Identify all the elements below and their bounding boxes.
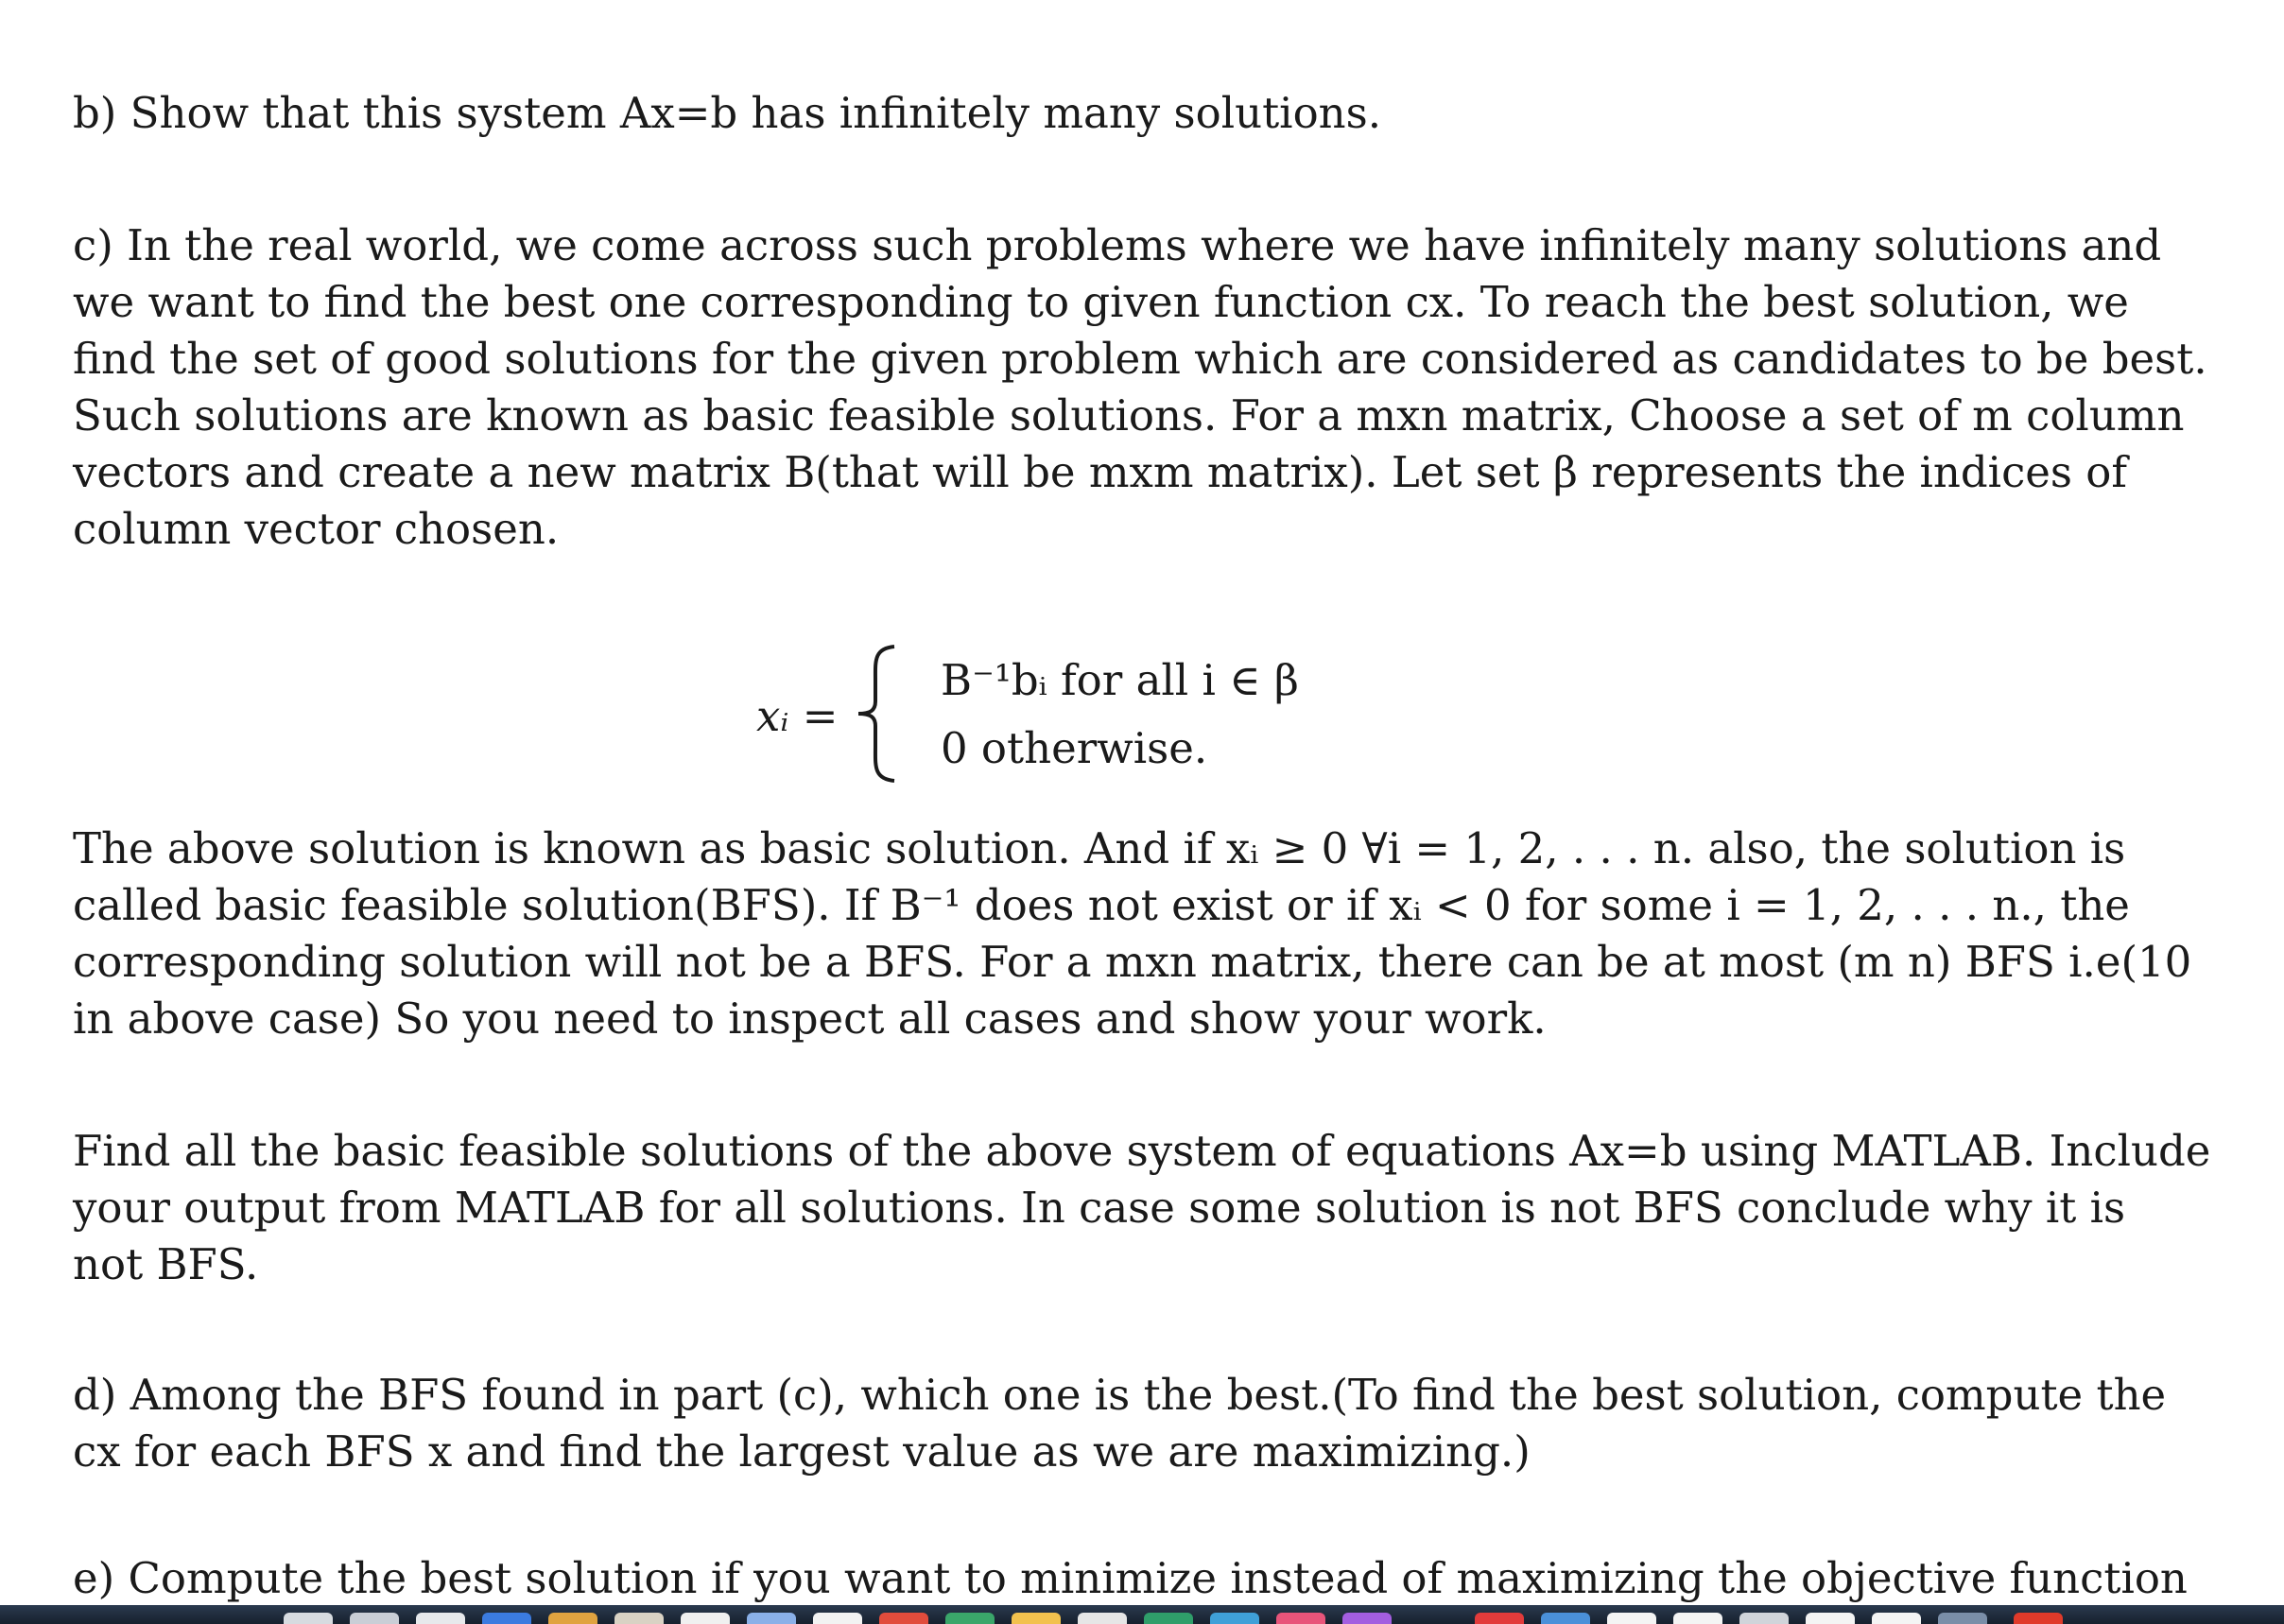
- part-c-line: we want to find the best one corresponding to given function cx. To reach the best solution, we: [73, 277, 2129, 327]
- taskbar: [0, 1605, 2284, 1624]
- part-d-line: cx for each BFS x and find the largest value as we are maximizing.): [73, 1426, 1531, 1477]
- app-icon[interactable]: [1078, 1613, 1127, 1624]
- matlab-task-line: Find all the basic feasible solutions of the above system of equations Ax=b using MATLAB. Include: [73, 1126, 2211, 1176]
- basic-solution-line: in above case) So you need to inspect all cases and show your work.: [73, 993, 1547, 1044]
- app-icon[interactable]: [1739, 1613, 1789, 1624]
- app-icon[interactable]: [1541, 1613, 1590, 1624]
- basic-solution-line: corresponding solution will not be a BFS. For a mxn matrix, there can be at most (m n) BFS i.e(10: [73, 937, 2192, 987]
- part-d: [73, 1367, 2167, 1480]
- app-icon[interactable]: [747, 1613, 796, 1624]
- part-c-line: column vector chosen.: [73, 504, 560, 554]
- part-c: [73, 217, 2207, 558]
- app-icon[interactable]: [1210, 1613, 1259, 1624]
- equation-case-2: 0 otherwise.: [941, 723, 1208, 773]
- app-icon[interactable]: [614, 1613, 664, 1624]
- app-icon[interactable]: [945, 1613, 995, 1624]
- basic-solution-line: The above solution is known as basic solution. And if xᵢ ≥ 0 ∀i = 1, 2, . . . n. also, the solution is: [73, 823, 2126, 873]
- app-icon[interactable]: [2014, 1613, 2063, 1624]
- app-icon[interactable]: [1938, 1613, 1987, 1624]
- app-icon[interactable]: [1607, 1613, 1656, 1624]
- basic-solution-paragraph: [73, 821, 2192, 1047]
- part-c-line: Such solutions are known as basic feasible solutions. For a mxn matrix, Choose a set of m column: [73, 390, 2185, 441]
- app-icon[interactable]: [548, 1613, 597, 1624]
- app-icon[interactable]: [1276, 1613, 1325, 1624]
- part-b-line: b) Show that this system Ax=b has infinitely many solutions.: [73, 88, 1382, 138]
- equation-lhs: xᵢ =: [756, 691, 839, 741]
- left-brace: [851, 643, 908, 785]
- app-icon[interactable]: [284, 1613, 333, 1624]
- app-icon[interactable]: [1872, 1613, 1921, 1624]
- app-icon[interactable]: [482, 1613, 531, 1624]
- part-c-line: c) In the real world, we come across such problems where we have infinitely many solutions and: [73, 220, 2162, 270]
- equation-case-1: B⁻¹bᵢ for all i ∈ β: [941, 655, 1299, 705]
- matlab-task-line: your output from MATLAB for all solutions. In case some solution is not BFS conclude why it is: [73, 1183, 2126, 1233]
- app-icon[interactable]: [1673, 1613, 1722, 1624]
- app-icon[interactable]: [1342, 1613, 1392, 1624]
- app-icon[interactable]: [1475, 1613, 1524, 1624]
- app-icon[interactable]: [879, 1613, 928, 1624]
- app-icon[interactable]: [1806, 1613, 1855, 1624]
- part-c-line: find the set of good solutions for the given problem which are considered as candidates to be best.: [73, 334, 2207, 384]
- part-c-line: vectors and create a new matrix B(that will be mxm matrix). Let set β represents the indices of: [73, 447, 2128, 497]
- matlab-task-line: not BFS.: [73, 1239, 259, 1289]
- part-e: [73, 1550, 2188, 1607]
- app-icon[interactable]: [681, 1613, 730, 1624]
- app-icon[interactable]: [1144, 1613, 1193, 1624]
- part-d-line: d) Among the BFS found in part (c), which one is the best.(To find the best solution, compute the: [73, 1370, 2167, 1420]
- basic-solution-line: called basic feasible solution(BFS). If B⁻¹ does not exist or if xᵢ < 0 for some i = 1, 2, . . . n., the: [73, 880, 2130, 930]
- app-icon[interactable]: [1012, 1613, 1061, 1624]
- matlab-task: [73, 1123, 2211, 1293]
- part-b: [73, 85, 2013, 142]
- app-icon[interactable]: [813, 1613, 862, 1624]
- app-icon[interactable]: [416, 1613, 465, 1624]
- part-e-line: e) Compute the best solution if you want to minimize instead of maximizing the objective function: [73, 1553, 2188, 1603]
- app-icon[interactable]: [350, 1613, 399, 1624]
